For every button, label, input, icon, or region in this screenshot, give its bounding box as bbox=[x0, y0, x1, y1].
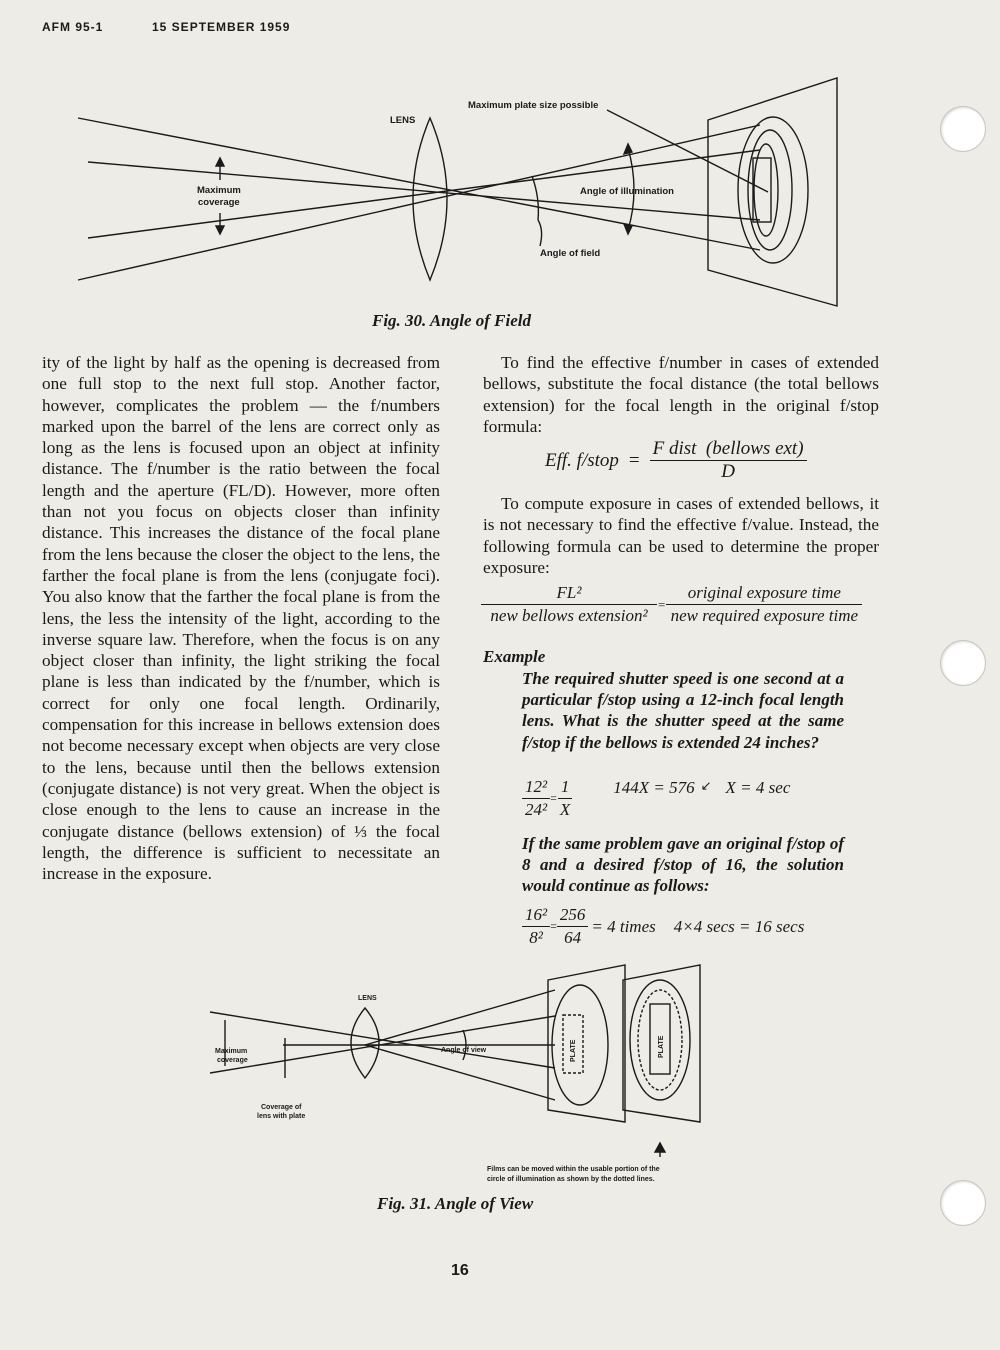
calc1-eq: = bbox=[550, 791, 557, 805]
calc2-den1: 8² bbox=[529, 928, 543, 947]
fig31-coverage-plate-label-2: lens with plate bbox=[257, 1113, 306, 1120]
formula1-lhs: Eff. f/stop bbox=[545, 449, 619, 471]
formula-exposure bbox=[481, 582, 862, 627]
left-paragraph: ity of the light by half as the opening is decreased from one full stop to the next full stop. Another factor, however, complicates the problem — the f/numbers marked upon the barrel of the lens are correct only as long as the lens is focused upon an object at infinity distance. The f/number is the ratio between the focal length and the aperture (FL/D). However, more often than not you focus on objects closer than infinity distance. This increases the distance of the focal plane from the lens because the closer the object to the lens, the farther the focal plane is from the lens (conjugate foci). You also know that the farther the focal plane is from the lens, the less the intensity of the light, according to the inverse square law. Therefore, when the focus is on any object closer than infinity, the light striking the focal plane is less than indicated by the f/number, which is correct for only one focal length. Ordinarily, compensation for this increase in bellows extension does not become necessary except when objects are very close to the lens, because until then the bellows extension (conjugate distance) is not very great. When the object is close enough to the lens to cause an increase in the conjugate distance (bellows extension) of ⅓ the focal length, the difference is sufficient to necessitate an increase in the exposure. bbox=[42, 353, 440, 884]
binder-hole-middle bbox=[940, 640, 986, 686]
fig31-caption: Fig. 31. Angle of View bbox=[377, 1194, 534, 1213]
right-para-1: To find the effective f/number in cases of extended bellows, substitute the focal distance (the total bellows extension) for the focal length in the original f/stop formula: bbox=[483, 353, 879, 436]
fig30-max-plate-label: Maximum plate size possible bbox=[468, 100, 599, 111]
calc2-den2: 64 bbox=[564, 928, 582, 947]
fig31-coverage-plate-label-1: Coverage of bbox=[261, 1104, 302, 1111]
formula2-left-num: FL² bbox=[481, 582, 657, 605]
fig30-diagram bbox=[60, 70, 850, 320]
calc1-step1: 144X = 576 bbox=[613, 778, 695, 797]
fig31-max-coverage-label-1: Maximum bbox=[215, 1048, 248, 1055]
formula-effective-fstop bbox=[545, 438, 807, 483]
fig31-films-note-1: Films can be moved within the usable portion of the bbox=[487, 1166, 660, 1173]
fig31-films-note-2: circle of illumination as shown by the dotted lines. bbox=[487, 1176, 655, 1183]
calc1-num2: 1 bbox=[558, 776, 573, 799]
calc1-arrow-icon: ↙ bbox=[700, 778, 712, 793]
fig31-diagram bbox=[205, 960, 715, 1190]
fig30-angle-illumination-label: Angle of illumination bbox=[580, 186, 674, 197]
fig30-plate-frame bbox=[708, 78, 837, 306]
example-heading: Example bbox=[483, 647, 546, 666]
fig31-plate-frame-1 bbox=[548, 965, 625, 1122]
fig30-lens-label: LENS bbox=[390, 115, 416, 126]
calc2-num1: 16² bbox=[522, 904, 550, 927]
formula2-right-den: new required exposure time bbox=[670, 606, 859, 625]
calc1-num1: 12² bbox=[522, 776, 550, 799]
fig30-angle-field-label: Angle of field bbox=[540, 248, 601, 259]
fig31-plate-label-2: PLATE bbox=[658, 1035, 665, 1058]
calc2-num2: 256 bbox=[557, 904, 589, 927]
right-para-2: To compute exposure in cases of extended bellows, it is not necessary to find the effective f/value. Instead, the following formula can be used to determine the proper exposure: bbox=[483, 494, 879, 577]
fig30-max-coverage-label-1: Maximum bbox=[197, 185, 241, 196]
calc-1 bbox=[522, 776, 790, 821]
fig31-max-coverage-label-2: coverage bbox=[217, 1057, 248, 1064]
fig30-lens bbox=[413, 118, 447, 280]
calc2-result: = 4 times bbox=[591, 916, 656, 936]
left-column bbox=[42, 352, 440, 884]
fig31-lens-label: LENS bbox=[358, 995, 377, 1002]
fig30-caption: Fig. 30. Angle of Field bbox=[372, 311, 531, 330]
fig31-angle-view-label: Angle of view bbox=[441, 1047, 487, 1054]
formula1-numerator: F dist (bellows ext) bbox=[650, 438, 807, 461]
fig31-plate-label: PLATE bbox=[570, 1039, 577, 1062]
page-number: 16 bbox=[451, 1262, 469, 1279]
calc1-step2: X = 4 sec bbox=[725, 778, 791, 797]
header-date: 15 SEPTEMBER 1959 bbox=[152, 20, 291, 34]
calc-2 bbox=[522, 904, 804, 949]
formula2-right-num: original exposure time bbox=[666, 582, 862, 605]
formula1-eq: = bbox=[628, 449, 640, 471]
fig30-max-coverage-label-2: coverage bbox=[198, 197, 240, 208]
doc-id: AFM 95-1 bbox=[42, 20, 104, 34]
binder-hole-bottom bbox=[940, 1180, 986, 1226]
calc1-den2: X bbox=[559, 800, 571, 819]
formula1-denominator: D bbox=[721, 461, 735, 482]
calc2-eq: = bbox=[550, 919, 557, 933]
formula2-eq: = bbox=[658, 596, 666, 612]
calc2-result-2: 4×4 secs = 16 secs bbox=[673, 916, 805, 936]
formula2-left-den: new bellows extension² bbox=[490, 606, 648, 625]
fig31-illumination-circle-1 bbox=[552, 985, 608, 1105]
binder-hole-top bbox=[940, 106, 986, 152]
fig31-lens bbox=[351, 1008, 379, 1078]
calc1-den1: 24² bbox=[525, 800, 548, 819]
example-text-2: If the same problem gave an original f/stop of 8 and a desired f/stop of 16, the solution would continue as follows: bbox=[522, 834, 844, 896]
example-text-1: The required shutter speed is one second at a particular f/stop using a 12-inch focal length lens. What is the shutter speed at the same f/stop if the bellows is extended 24 inches? bbox=[522, 669, 844, 752]
